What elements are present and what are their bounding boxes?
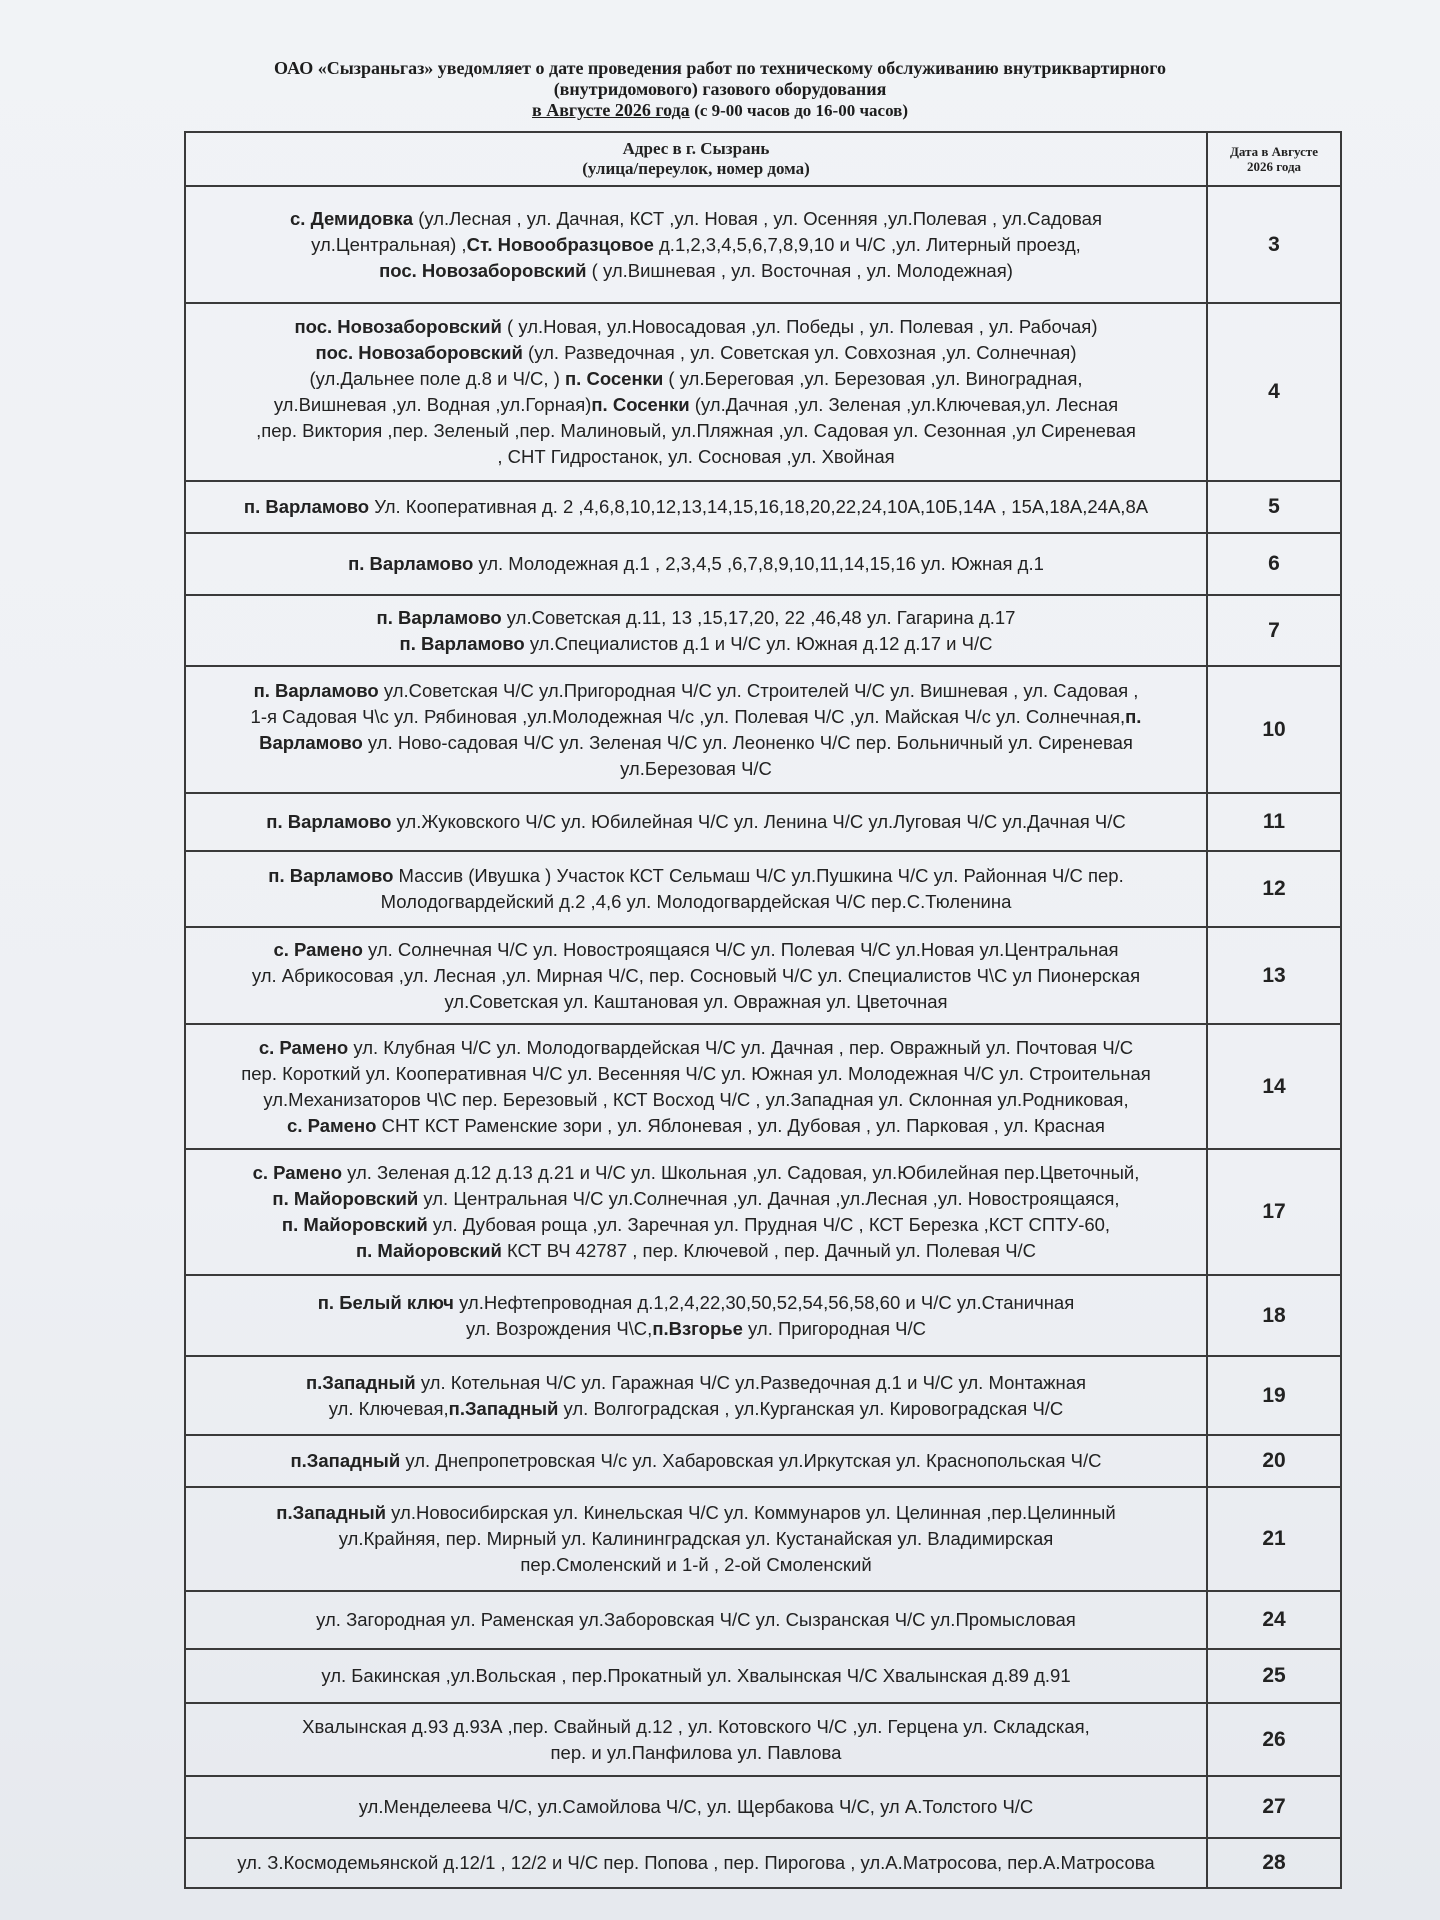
table-row (185, 927, 1341, 1024)
settlement-name: п. Белый ключ (317, 1291, 454, 1313)
address-line (192, 631, 1200, 657)
address-line (192, 1794, 1200, 1820)
address-line (192, 1850, 1200, 1876)
date-cell: 20 (1207, 1435, 1341, 1487)
settlement-name: п. Варламово (399, 632, 525, 654)
street-list: ул. Зеленая д.12 д.13 д.21 и Ч/С ул. Школьная ,ул. Садовая, ул.Юбилейная пер.Цветочный, (342, 1162, 1140, 1183)
date-cell: 12 (1207, 851, 1341, 927)
table-row (185, 481, 1341, 533)
street-list: ул.Вишневая ,ул. Водная ,ул.Горная) (273, 394, 592, 415)
address-line (192, 989, 1200, 1015)
street-list: , СНТ Гидростанок, ул. Сосновая ,ул. Хвойная (497, 446, 895, 467)
date-cell: 27 (1207, 1776, 1341, 1838)
settlement-name: п. Майоровский (281, 1214, 428, 1235)
street-list: ул.Специалистов д.1 и Ч/С ул. Южная д.12 д.17 и Ч/С (524, 632, 993, 654)
table-row (185, 1591, 1341, 1649)
address-line (192, 1087, 1200, 1113)
address-cell (185, 1149, 1207, 1275)
address-cell (185, 1838, 1207, 1888)
address-line (192, 1552, 1200, 1578)
address-cell (185, 186, 1207, 303)
address-line (192, 392, 1200, 418)
street-list: ул.Менделеева Ч/С, ул.Самойлова Ч/С, ул. Щербакова Ч/С, ул А.Толстого Ч/С (358, 1796, 1034, 1817)
address-cell (185, 1275, 1207, 1356)
address-line (192, 1186, 1200, 1212)
street-list: ул. Дубовая роща ,ул. Заречная ул. Прудная Ч/С , КСТ Березка ,КСТ СПТУ-60, (427, 1214, 1111, 1235)
address-line (192, 1663, 1200, 1689)
address-line (192, 232, 1200, 258)
address-line (192, 1526, 1200, 1552)
settlement-name: с. Рамено (273, 938, 363, 960)
settlement-name: п. Майоровский (272, 1188, 419, 1209)
date-cell: 28 (1207, 1838, 1341, 1888)
address-line (192, 937, 1200, 963)
settlement-name: п.Западный (276, 1502, 387, 1523)
date-cell: 21 (1207, 1487, 1341, 1591)
street-list: ул. Клубная Ч/С ул. Молодогвардейская Ч/С ул. Дачная , пер. Овражный ул. Почтовая Ч/С (348, 1036, 1134, 1058)
schedule-table (184, 131, 1342, 1889)
table-row (185, 1275, 1341, 1356)
address-line (192, 258, 1200, 284)
street-list: ул.Механизаторов Ч\С пер. Березовый , КСТ Восход Ч/С , ул.Западная ул. Склонная ул.Родниковая, (263, 1088, 1129, 1110)
header-line-3 (0, 100, 1440, 121)
date-cell: 10 (1207, 666, 1341, 793)
street-list: ул. Волгоградская , ул.Курганская ул. Кировоградская Ч/С (558, 1397, 1064, 1419)
street-list: ул. Бакинская ,ул.Вольская , пер.Прокатный ул. Хвалынская Ч/С Хвалынская д.89 д.91 (321, 1665, 1071, 1686)
date-column-header (1207, 132, 1341, 186)
address-line (192, 1396, 1200, 1422)
table-row (185, 1838, 1341, 1888)
street-list: СНТ КСТ Раменские зори , ул. Яблоневая , ул. Дубовая , ул. Парковая , ул. Красная (376, 1114, 1105, 1136)
header-month-year: в Августе 2026 года (531, 100, 690, 120)
street-list: Хвалынская д.93 д.93А ,пер. Свайный д.12 , ул. Котовского Ч/С ,ул. Герцена ул. Складская, (302, 1715, 1090, 1737)
address-line (192, 1500, 1200, 1526)
street-list: (ул.Дальнее поле д.8 и Ч/С, ) (309, 368, 565, 389)
street-list: Ул. Кооперативная д. 2 ,4,6,8,10,12,13,14,15,16,18,20,22,24,10А,10Б,14А , 15А,18А,24А,8А (369, 496, 1149, 517)
address-line (192, 756, 1200, 782)
address-line (192, 1607, 1200, 1633)
address-line (192, 704, 1200, 730)
address-line (192, 366, 1200, 392)
settlement-name: с. Рамено (258, 1036, 349, 1058)
table-row (185, 1435, 1341, 1487)
table-row (185, 1487, 1341, 1591)
address-line (192, 1448, 1200, 1474)
date-cell: 26 (1207, 1703, 1341, 1776)
date-cell: 19 (1207, 1356, 1341, 1435)
street-list: ул. Пригородная Ч/С (742, 1317, 926, 1339)
street-list: ул. Котельная Ч/С ул. Гаражная Ч/С ул.Разведочная д.1 и Ч/С ул. Монтажная (415, 1371, 1087, 1393)
notice-header (0, 58, 1440, 121)
table-row (185, 1649, 1341, 1703)
header-line-1: ОАО «Сызраньгаз» уведомляет о дате проведения работ по техническому обслуживанию внутриквартирного (274, 58, 1166, 78)
street-list: ул.Жуковского Ч/С ул. Юбилейная Ч/С ул. Ленина Ч/С ул.Луговая Ч/С ул.Дачная Ч/С (391, 811, 1126, 832)
table-row (185, 666, 1341, 793)
address-cell (185, 927, 1207, 1024)
header-line-2: (внутридомового) газового оборудования (553, 79, 887, 99)
table-row (185, 1024, 1341, 1149)
date-cell: 25 (1207, 1649, 1341, 1703)
settlement-name: п. (1125, 705, 1142, 727)
street-list: пер.Смоленский и 1-й , 2-ой Смоленский (520, 1554, 872, 1575)
table-row (185, 303, 1341, 481)
street-list: ул.Советская д.11, 13 ,15,17,20, 22 ,46,48 ул. Гагарина д.17 (501, 606, 1016, 628)
date-cell: 14 (1207, 1024, 1341, 1149)
date-cell: 13 (1207, 927, 1341, 1024)
table-row (185, 793, 1341, 851)
street-list: ул. Днепропетровская Ч/с ул. Хабаровская ул.Иркутская ул. Краснопольская Ч/С (400, 1450, 1102, 1471)
street-list: пер. и ул.Панфилова ул. Павлова (550, 1741, 842, 1763)
settlement-name: п. Варламово (268, 865, 394, 886)
settlement-name: п. Майоровский (355, 1240, 502, 1261)
address-line (192, 206, 1200, 232)
settlement-name: Варламово (259, 731, 363, 753)
address-line (192, 1212, 1200, 1238)
street-list: ул. Солнечная Ч/С ул. Новостроящаяся Ч/С ул. Полевая Ч/С ул.Новая ул.Центральная (362, 938, 1119, 960)
street-list: ул.Крайняя, пер. Мирный ул. Калининградская ул. Кустанайская ул. Владимирская (338, 1528, 1054, 1549)
settlement-name: п. Варламово (266, 811, 392, 832)
date-header-line-1: Дата в Августе (1229, 144, 1318, 159)
address-line (192, 730, 1200, 756)
address-cell (185, 1024, 1207, 1149)
address-cell (185, 303, 1207, 481)
street-list: (ул.Лесная , ул. Дачная, КСТ ,ул. Новая , ул. Осенняя ,ул.Полевая , ул.Садовая (413, 207, 1102, 229)
street-list: ул. Центральная Ч/С ул.Солнечная ,ул. Дачная ,ул.Лесная ,ул. Новостроящаяся, (418, 1188, 1120, 1209)
address-line (192, 963, 1200, 989)
street-list: (ул. Разведочная , ул. Советская ул. Совхозная ,ул. Солнечная) (522, 342, 1077, 363)
settlement-name: пос. Новозаборовский (379, 259, 587, 281)
address-line (192, 1740, 1200, 1766)
header-work-hours: (с 9-00 часов до 16-00 часов) (694, 101, 909, 120)
street-list: пер. Короткий ул. Кооперативная Ч/С ул. Весенняя Ч/С ул. Южная ул. Молодежная Ч/С ул. Строительная (241, 1062, 1151, 1084)
address-cell (185, 666, 1207, 793)
date-cell: 18 (1207, 1275, 1341, 1356)
street-list: ул. Молодежная д.1 , 2,3,4,5 ,6,7,8,9,10,11,14,15,16 ул. Южная д.1 (473, 553, 1044, 574)
settlement-name: п. Варламово (376, 606, 502, 628)
street-list: (ул.Дачная ,ул. Зеленая ,ул.Ключевая,ул. Лесная (689, 394, 1119, 415)
address-cell (185, 1703, 1207, 1776)
street-list: ул. Возрождения Ч\С, (465, 1317, 653, 1339)
address-line (192, 678, 1200, 704)
address-line (192, 1061, 1200, 1087)
address-cell (185, 793, 1207, 851)
address-line (192, 809, 1200, 835)
settlement-name: Ст. Новообразцовое (466, 233, 654, 255)
table-row (185, 186, 1341, 303)
settlement-name: п. Сосенки (591, 394, 690, 415)
settlement-name: п. Варламово (253, 679, 379, 701)
date-cell: 7 (1207, 595, 1341, 666)
street-list: ул. З.Космодемьянской д.12/1 , 12/2 и Ч/С пер. Попова , пер. Пирогова , ул.А.Матросова, пер.А.Матросова (237, 1852, 1155, 1873)
address-cell (185, 1776, 1207, 1838)
street-list: ул. Загородная ул. Раменская ул.Заборовская Ч/С ул. Сызранская Ч/С ул.Промысловая (316, 1609, 1076, 1630)
date-header-line-2: 2026 года (1246, 159, 1302, 174)
street-list: ул.Центральная) , (311, 233, 467, 255)
table-row (185, 1149, 1341, 1275)
table-row (185, 1776, 1341, 1838)
address-line (192, 1160, 1200, 1186)
address-line (192, 444, 1200, 470)
street-list: ул.Советская Ч/С ул.Пригородная Ч/С ул. Строителей Ч/С ул. Вишневая , ул. Садовая , (378, 679, 1139, 701)
address-cell (185, 533, 1207, 595)
street-list: ( ул.Вишневая , ул. Восточная , ул. Молодежная) (586, 259, 1013, 281)
settlement-name: п.Западный (290, 1450, 401, 1471)
address-line (192, 1370, 1200, 1396)
settlement-name: с. Рамено (287, 1114, 377, 1136)
street-list: ул. Ново-садовая Ч/С ул. Зеленая Ч/С ул. Леоненко Ч/С пер. Больничный ул. Сиреневая (362, 731, 1133, 753)
date-cell: 5 (1207, 481, 1341, 533)
address-header-line-2: (улица/переулок, номер дома) (582, 159, 810, 178)
street-list: ,пер. Виктория ,пер. Зеленый ,пер. Малиновый, ул.Пляжная ,ул. Садовая ул. Сезонная ,ул Сиреневая (256, 420, 1136, 441)
address-cell (185, 1356, 1207, 1435)
address-line (192, 1238, 1200, 1264)
street-list: Массив (Ивушка ) Участок КСТ Сельмаш Ч/С ул.Пушкина Ч/С ул. Районная Ч/С пер. (393, 865, 1124, 886)
address-line (192, 1316, 1200, 1342)
street-list: ул.Советская ул. Каштановая ул. Овражная ул. Цветочная (444, 990, 948, 1012)
table-row (185, 533, 1341, 595)
address-line (192, 889, 1200, 915)
date-cell: 6 (1207, 533, 1341, 595)
address-line (192, 551, 1200, 577)
address-line (192, 314, 1200, 340)
settlement-name: п.Взгорье (652, 1317, 743, 1339)
settlement-name: пос. Новозаборовский (315, 342, 523, 363)
street-list: ул.Новосибирская ул. Кинельская Ч/С ул. Коммунаров ул. Целинная ,пер.Целинный (386, 1502, 1116, 1523)
address-header-line-1: Адрес в г. Сызрань (622, 139, 770, 158)
address-cell (185, 851, 1207, 927)
date-cell: 11 (1207, 793, 1341, 851)
settlement-name: п.Западный (448, 1397, 559, 1419)
settlement-name: пос. Новозаборовский (294, 316, 502, 337)
date-cell: 3 (1207, 186, 1341, 303)
date-cell: 17 (1207, 1149, 1341, 1275)
date-cell: 4 (1207, 303, 1341, 481)
street-list: д.1,2,3,4,5,6,7,8,9,10 и Ч/С ,ул. Литерный проезд, (653, 233, 1081, 255)
table-row (185, 595, 1341, 666)
address-line (192, 418, 1200, 444)
street-list: ( ул.Новая, ул.Новосадовая ,ул. Победы , ул. Полевая , ул. Рабочая) (501, 316, 1098, 337)
address-cell (185, 1591, 1207, 1649)
table-body (185, 186, 1341, 1888)
address-line (192, 863, 1200, 889)
address-cell (185, 1487, 1207, 1591)
settlement-name: п. Варламово (243, 496, 370, 517)
address-line (192, 1035, 1200, 1061)
street-list: 1-я Садовая Ч\с ул. Рябиновая ,ул.Молодежная Ч/с ,ул. Полевая Ч/С ,ул. Майская Ч/с ул. Солнечная, (250, 705, 1126, 727)
address-line (192, 494, 1200, 520)
address-column-header (185, 132, 1207, 186)
street-list: ул. Ключевая, (328, 1397, 449, 1419)
address-cell (185, 595, 1207, 666)
address-cell (185, 1435, 1207, 1487)
street-list: Молодогвардейский д.2 ,4,6 ул. Молодогвардейская Ч/С пер.С.Тюленина (380, 891, 1012, 912)
settlement-name: с. Рамено (252, 1162, 342, 1183)
table-row (185, 851, 1341, 927)
street-list: КСТ ВЧ 42787 , пер. Ключевой , пер. Дачный ул. Полевая Ч/С (501, 1240, 1037, 1261)
date-cell: 24 (1207, 1591, 1341, 1649)
settlement-name: с. Демидовка (290, 207, 414, 229)
address-line (192, 1714, 1200, 1740)
table-row (185, 1703, 1341, 1776)
street-list: ( ул.Береговая ,ул. Березовая ,ул. Виноградная, (663, 368, 1083, 389)
settlement-name: п. Варламово (348, 553, 474, 574)
street-list: ул.Нефтепроводная д.1,2,4,22,30,50,52,54,56,58,60 и Ч/С ул.Станичная (453, 1291, 1075, 1313)
street-list: ул. Абрикосовая ,ул. Лесная ,ул. Мирная Ч/С, пер. Сосновый Ч/С ул. Специалистов Ч\С ул Пионерская (251, 964, 1141, 986)
address-cell (185, 481, 1207, 533)
address-cell (185, 1649, 1207, 1703)
address-line (192, 1113, 1200, 1139)
settlement-name: п. Сосенки (565, 368, 664, 389)
settlement-name: п.Западный (305, 1371, 416, 1393)
address-line (192, 1290, 1200, 1316)
table-header-row (185, 132, 1341, 186)
address-line (192, 605, 1200, 631)
table-row (185, 1356, 1341, 1435)
street-list: ул.Березовая Ч/С (620, 757, 772, 779)
address-line (192, 340, 1200, 366)
